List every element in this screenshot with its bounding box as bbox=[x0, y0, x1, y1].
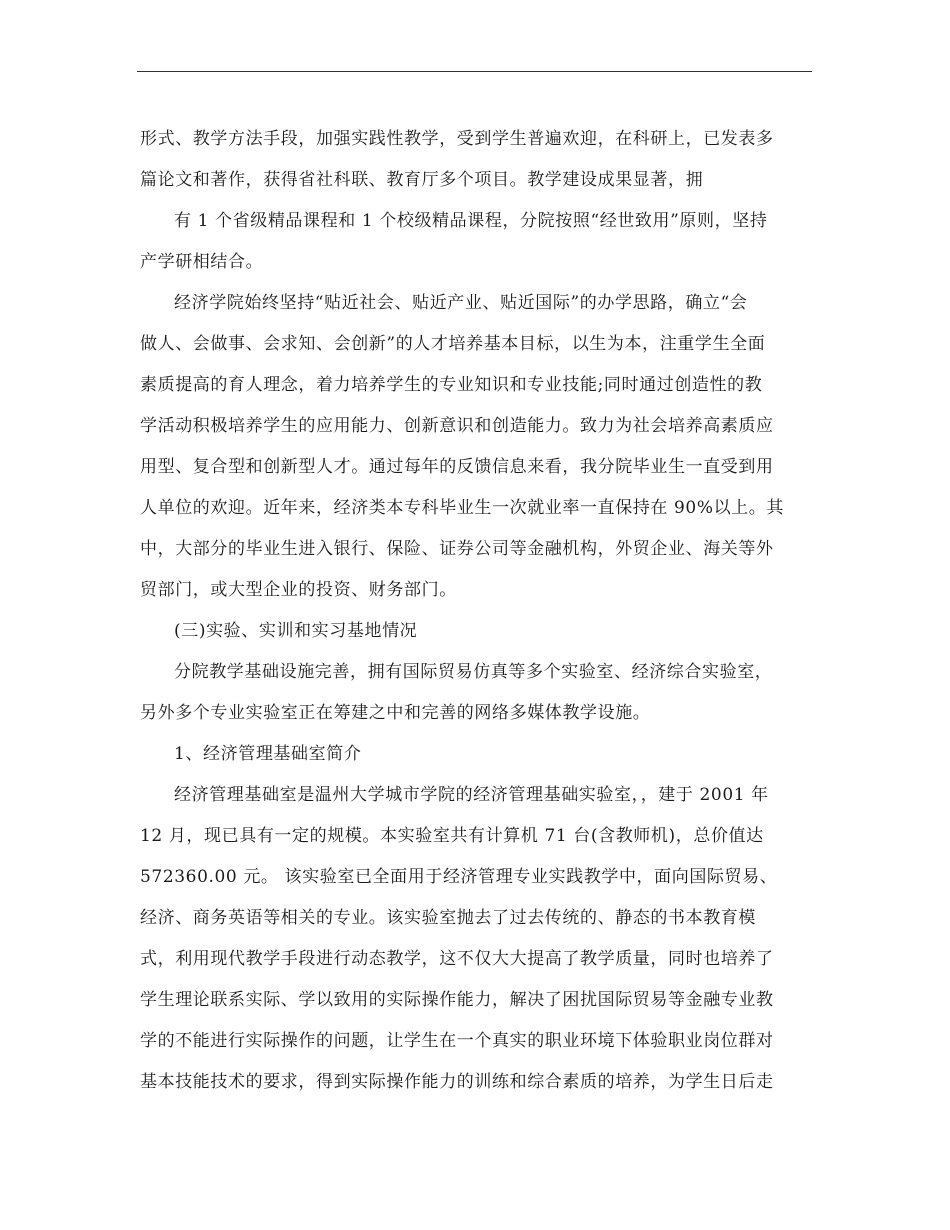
text-line: 产学研相结合。 bbox=[140, 252, 264, 272]
text-line: 经济管理基础室是温州大学城市学院的经济管理基础实验室，，建于 2001 年 bbox=[174, 785, 769, 805]
text-line: 学活动积极培养学生的应用能力、创新意识和创造能力。致力为社会培养高素质应 bbox=[140, 416, 774, 436]
text-line: 分院教学基础设施完善，拥有国际贸易仿真等多个实验室、经济综合实验室， bbox=[174, 662, 773, 682]
text-line: 式，利用现代教学手段进行动态教学，这不仅大大提高了教学质量，同时也培养了 bbox=[140, 949, 774, 969]
text-line: 12 月，现已具有一定的规模。本实验室共有计算机 71 台(含教师机)，总价值达 bbox=[140, 826, 764, 846]
text-line: 另外多个专业实验室正在筹建之中和完善的网络多媒体教学设施。 bbox=[140, 703, 651, 723]
text-line: 学的不能进行实际操作的问题，让学生在一个真实的职业环境下体验职业岗位群对 bbox=[140, 1031, 774, 1051]
text-line: 基本技能技术的要求，得到实际操作能力的训练和综合素质的培养，为学生日后走 bbox=[140, 1072, 774, 1092]
text-line: 经济、商务英语等相关的专业。该实验室抛去了过去传统的、静态的书本教育模 bbox=[140, 908, 756, 928]
section-heading: (三)实验、实训和实习基地情况 bbox=[174, 621, 418, 641]
text-line: 有 1 个省级精品课程和 1 个校级精品课程，分院按照“经世致用”原则，坚持 bbox=[174, 211, 768, 231]
text-line: 用型、复合型和创新型人才。通过每年的反馈信息来看，我分院毕业生一直受到用 bbox=[140, 457, 774, 477]
text-line: 贸部门，或大型企业的投资、财务部门。 bbox=[140, 580, 457, 600]
text-line: 572360.00 元。 该实验室已全面用于经济管理专业实践教学中，面向国际贸易、 bbox=[140, 867, 778, 887]
header-rule bbox=[137, 71, 812, 72]
text-line: 经济学院始终坚持“贴近社会、贴近产业、贴近国际”的办学思路，确立“会 bbox=[174, 293, 748, 313]
text-line: 篇论文和著作，获得省社科联、教育厅多个项目。教学建设成果显著，拥 bbox=[140, 170, 704, 190]
text-line: 人单位的欢迎。近年来，经济类本专科毕业生一次就业率一直保持在 90%以上。其 bbox=[140, 498, 784, 518]
text-line: 做人、会做事、会求知、会创新”的人才培养基本目标，以生为本，注重学生全面 bbox=[140, 334, 766, 354]
text-line: 中，大部分的毕业生进入银行、保险、证券公司等金融机构，外贸企业、海关等外 bbox=[140, 539, 774, 559]
text-line: 素质提高的育人理念，着力培养学生的专业知识和专业技能;同时通过创造性的教 bbox=[140, 375, 763, 395]
subsection-heading: 1、经济管理基础室简介 bbox=[174, 744, 362, 764]
text-line: 形式、教学方法手段，加强实践性教学，受到学生普遍欢迎，在科研上，已发表多 bbox=[140, 129, 774, 149]
text-line: 学生理论联系实际、学以致用的实际操作能力，解决了困扰国际贸易等金融专业教 bbox=[140, 990, 774, 1010]
